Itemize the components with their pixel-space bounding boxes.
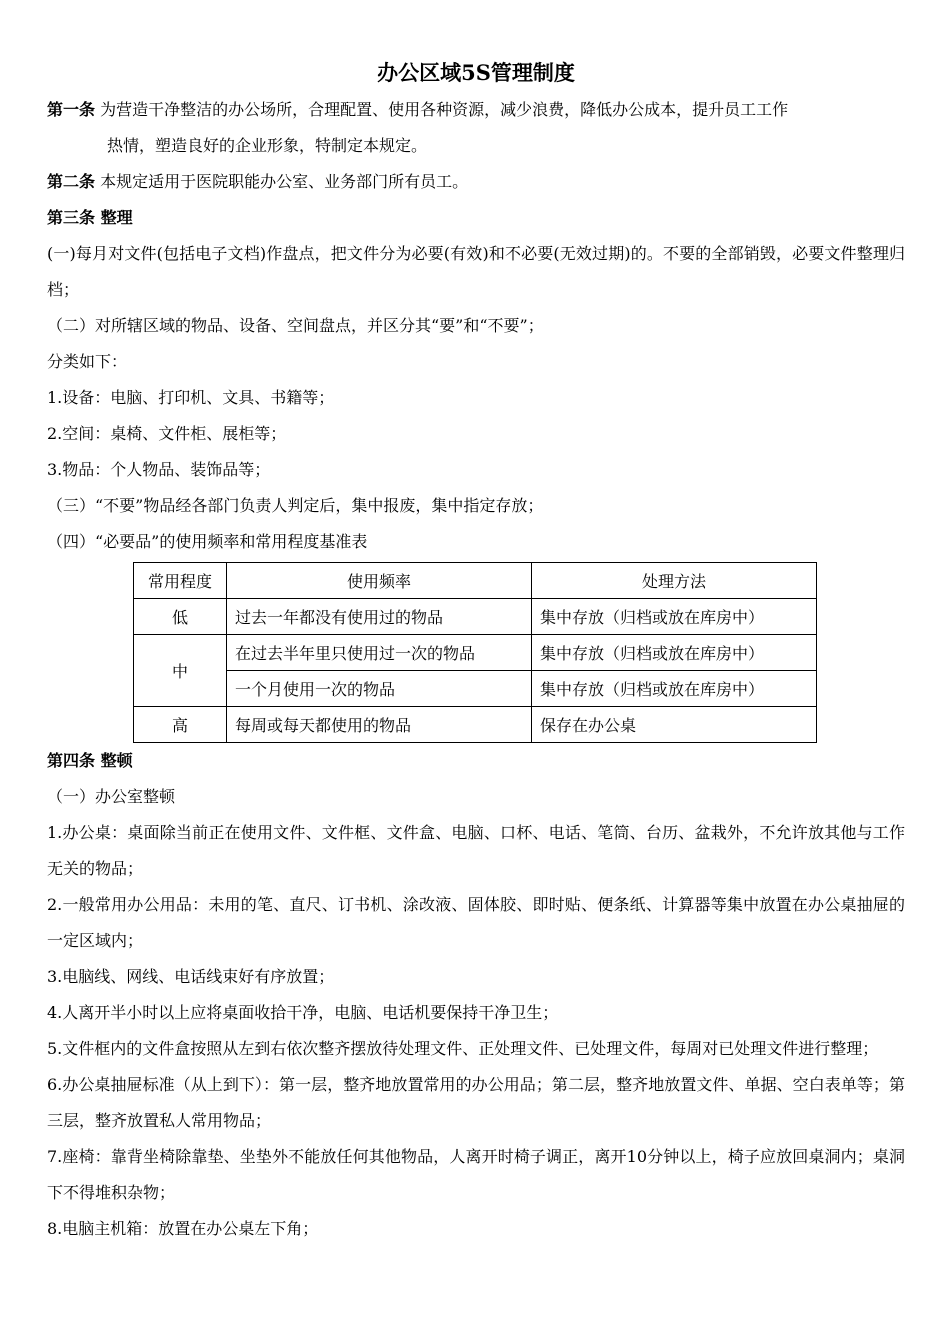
article-4-item-1: 1.办公桌：桌面除当前正在使用文件、文件框、文件盒、电脑、口杯、电话、笔筒、台历、盆栽外，不允许放其他与工作无关的物品；: [47, 823, 905, 878]
table-cell-frequency: 过去一年都没有使用过的物品: [227, 599, 532, 635]
table-row: [134, 599, 817, 635]
table-cell-method: 集中存放（归档或放在库房中）: [532, 599, 817, 635]
article-2-text: 本规定适用于医院职能办公室、业务部门所有员工。: [100, 172, 469, 191]
table-cell-frequency: 在过去半年里只使用过一次的物品: [227, 635, 532, 671]
table-row: [134, 635, 817, 671]
table-row: [134, 707, 817, 743]
article-3-item-3: 3.物品：个人物品、装饰品等；: [47, 460, 271, 479]
table-header: 使用频率: [227, 563, 532, 599]
article-4-item-2: 2.一般常用办公用品：未用的笔、直尺、订书机、涂改液、固体胶、即时贴、便条纸、计算器等集中放置在办公桌抽屉的一定区域内；: [47, 895, 905, 950]
article-3-item-2: 2.空间：桌椅、文件柜、展柜等；: [47, 424, 287, 443]
article-4-subheading: （一）办公室整顿: [47, 787, 176, 806]
article-3-paragraph-2: （二）对所辖区域的物品、设备、空间盘点，并区分其“要”和“不要”；: [47, 316, 544, 335]
article-3-paragraph-3: 分类如下：: [47, 352, 128, 371]
article-4-item-6: 6.办公桌抽屉标准（从上到下）：第一层，整齐地放置常用的办公用品；第二层，整齐地放置文件、单据、空白表单等；第三层，整齐放置私人常用物品；: [47, 1075, 905, 1130]
table-header-row: [134, 563, 817, 599]
article-4-item-5: 5.文件框内的文件盒按照从左到右依次整齐摆放待处理文件、正处理文件、已处理文件，每周对已处理文件进行整理；: [47, 1039, 879, 1058]
article-2: [47, 164, 905, 200]
article-3-heading: 第三条 整理: [47, 208, 133, 227]
table-cell-level: 高: [134, 707, 227, 743]
article-4-item-7: 7.座椅：靠背坐椅除靠垫、坐垫外不能放任何其他物品，人离开时椅子调正，离开10分钟以上，椅子应放回桌洞内；桌洞下不得堆积杂物；: [47, 1147, 905, 1202]
table-header: 常用程度: [134, 563, 227, 599]
table-cell-method: 集中存放（归档或放在库房中）: [532, 635, 817, 671]
table-cell-frequency: 每周或每天都使用的物品: [227, 707, 532, 743]
table-row: [134, 671, 817, 707]
table-cell-method: 保存在办公桌: [532, 707, 817, 743]
article-3-item-1: 1.设备：电脑、打印机、文具、书籍等；: [47, 388, 335, 407]
article-4-item-8: 8.电脑主机箱：放置在办公桌左下角；: [47, 1219, 319, 1238]
article-3-paragraph-4: （三）“不要”物品经各部门负责人判定后，集中报废，集中指定存放；: [47, 496, 544, 515]
article-1-continuation: 热情，塑造良好的企业形象，特制定本规定。: [107, 136, 428, 155]
article-1-text: 为营造干净整洁的办公场所，合理配置、使用各种资源，减少浪费，降低办公成本，提升员工工作: [100, 100, 789, 119]
table-cell-level: 低: [134, 599, 227, 635]
article-4-heading: 第四条 整顿: [47, 751, 133, 770]
frequency-table: [133, 562, 817, 743]
article-3-paragraph-5: （四）“必要品”的使用频率和常用程度基准表: [47, 532, 368, 551]
article-4-item-3: 3.电脑线、网线、电话线束好有序放置；: [47, 967, 335, 986]
article-3-paragraph-1: (一)每月对文件(包括电子文档)作盘点，把文件分为必要(有效)和不必要(无效过期)的。不要的全部销毁，必要文件整理归档；: [47, 244, 905, 299]
table-cell-method: 集中存放（归档或放在库房中）: [532, 671, 817, 707]
document-title: 办公区域5S管理制度: [377, 60, 575, 85]
table-cell-frequency: 一个月使用一次的物品: [227, 671, 532, 707]
document-page: [47, 58, 905, 1247]
article-1: [47, 92, 905, 128]
article-2-label: 第二条: [47, 172, 96, 191]
table-header: 处理方法: [532, 563, 817, 599]
table-cell-level: 中: [134, 635, 227, 707]
article-1-label: 第一条: [47, 100, 96, 119]
article-4-item-4: 4.人离开半小时以上应将桌面收拾干净，电脑、电话机要保持干净卫生；: [47, 1003, 559, 1022]
